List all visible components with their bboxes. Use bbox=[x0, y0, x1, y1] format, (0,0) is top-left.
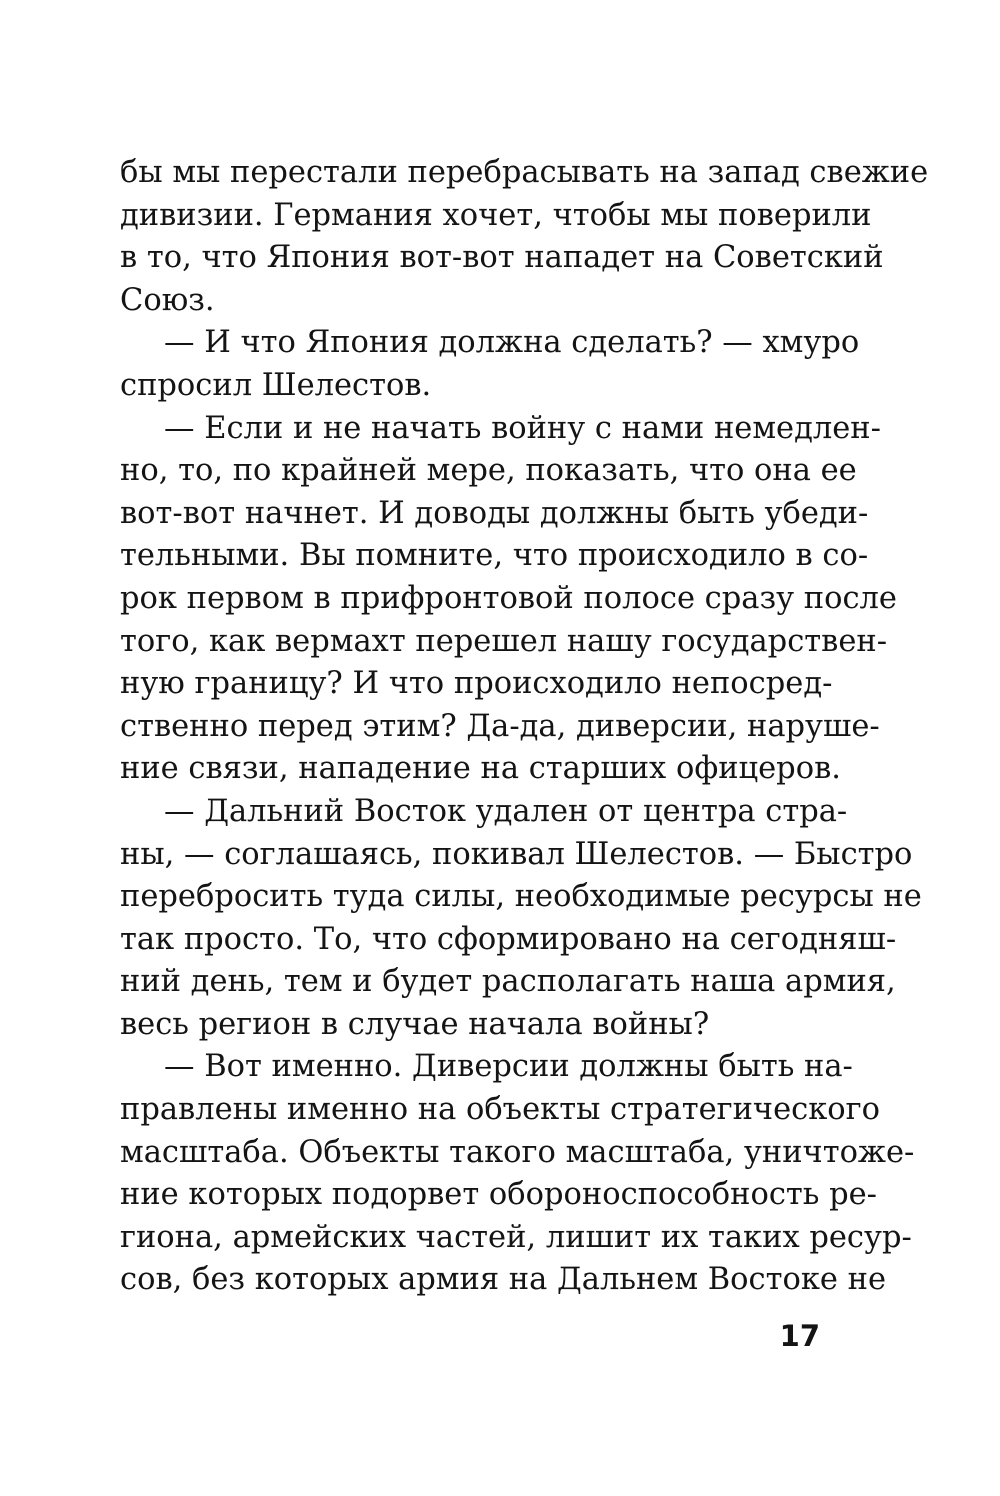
text-line: перебросить туда силы, необходимые ресурсы не bbox=[120, 879, 922, 915]
text-line: ние которых подорвет обороноспособность ре- bbox=[120, 1177, 877, 1213]
text-line: — И что Япония должна сделать? — хмуро bbox=[164, 325, 860, 361]
text-line: тельными. Вы помните, что происходило в со- bbox=[120, 538, 869, 574]
text-line: сов, без которых армия на Дальнем Востоке не bbox=[120, 1262, 887, 1298]
text-line: ственно перед этим? Да-да, диверсии, наруше- bbox=[120, 708, 880, 744]
text-line: масштаба. Объекты такого масштаба, уничтоже- bbox=[120, 1134, 915, 1170]
text-line: так просто. То, что сформировано на сегодняш- bbox=[120, 921, 897, 957]
text-line: — Вот именно. Диверсии должны быть на- bbox=[164, 1049, 853, 1085]
text-line: ние связи, нападение на старших офицеров. bbox=[120, 751, 841, 787]
text-line: в то, что Япония вот-вот нападет на Советский bbox=[120, 240, 884, 276]
text-line: ны, — соглашаясь, покивал Шелестов. — Быстро bbox=[120, 836, 913, 872]
text-line: рок первом в прифронтовой полосе сразу после bbox=[120, 580, 897, 616]
text-line: — Дальний Восток удален от центра стра- bbox=[164, 793, 848, 829]
text-line: спросил Шелестов. bbox=[120, 367, 432, 403]
text-line: Союз. bbox=[120, 282, 215, 318]
text-line: гиона, армейских частей, лишит их таких ресур- bbox=[120, 1219, 912, 1255]
body-text bbox=[120, 152, 929, 1302]
text-line: бы мы перестали перебрасывать на запад свежие bbox=[120, 155, 929, 190]
text-line: весь регион в случае начала войны? bbox=[120, 1006, 710, 1042]
text-line: вот-вот начнет. И доводы должны быть убеди- bbox=[120, 495, 869, 531]
page-number: 17 bbox=[779, 1319, 820, 1353]
text-line: того, как вермахт перешел нашу государствен- bbox=[120, 623, 887, 659]
text-line: но, то, по крайней мере, показать, что она ее bbox=[120, 453, 857, 489]
text-line: ную границу? И что происходило непосред- bbox=[120, 666, 833, 702]
text-line: правлены именно на объекты стратегического bbox=[120, 1092, 880, 1128]
text-line: — Если и не начать войну с нами немедлен- bbox=[164, 410, 881, 446]
text-line: ний день, тем и будет располагать наша армия, bbox=[120, 964, 896, 1000]
text-line: дивизии. Германия хочет, чтобы мы поверили bbox=[120, 197, 872, 233]
